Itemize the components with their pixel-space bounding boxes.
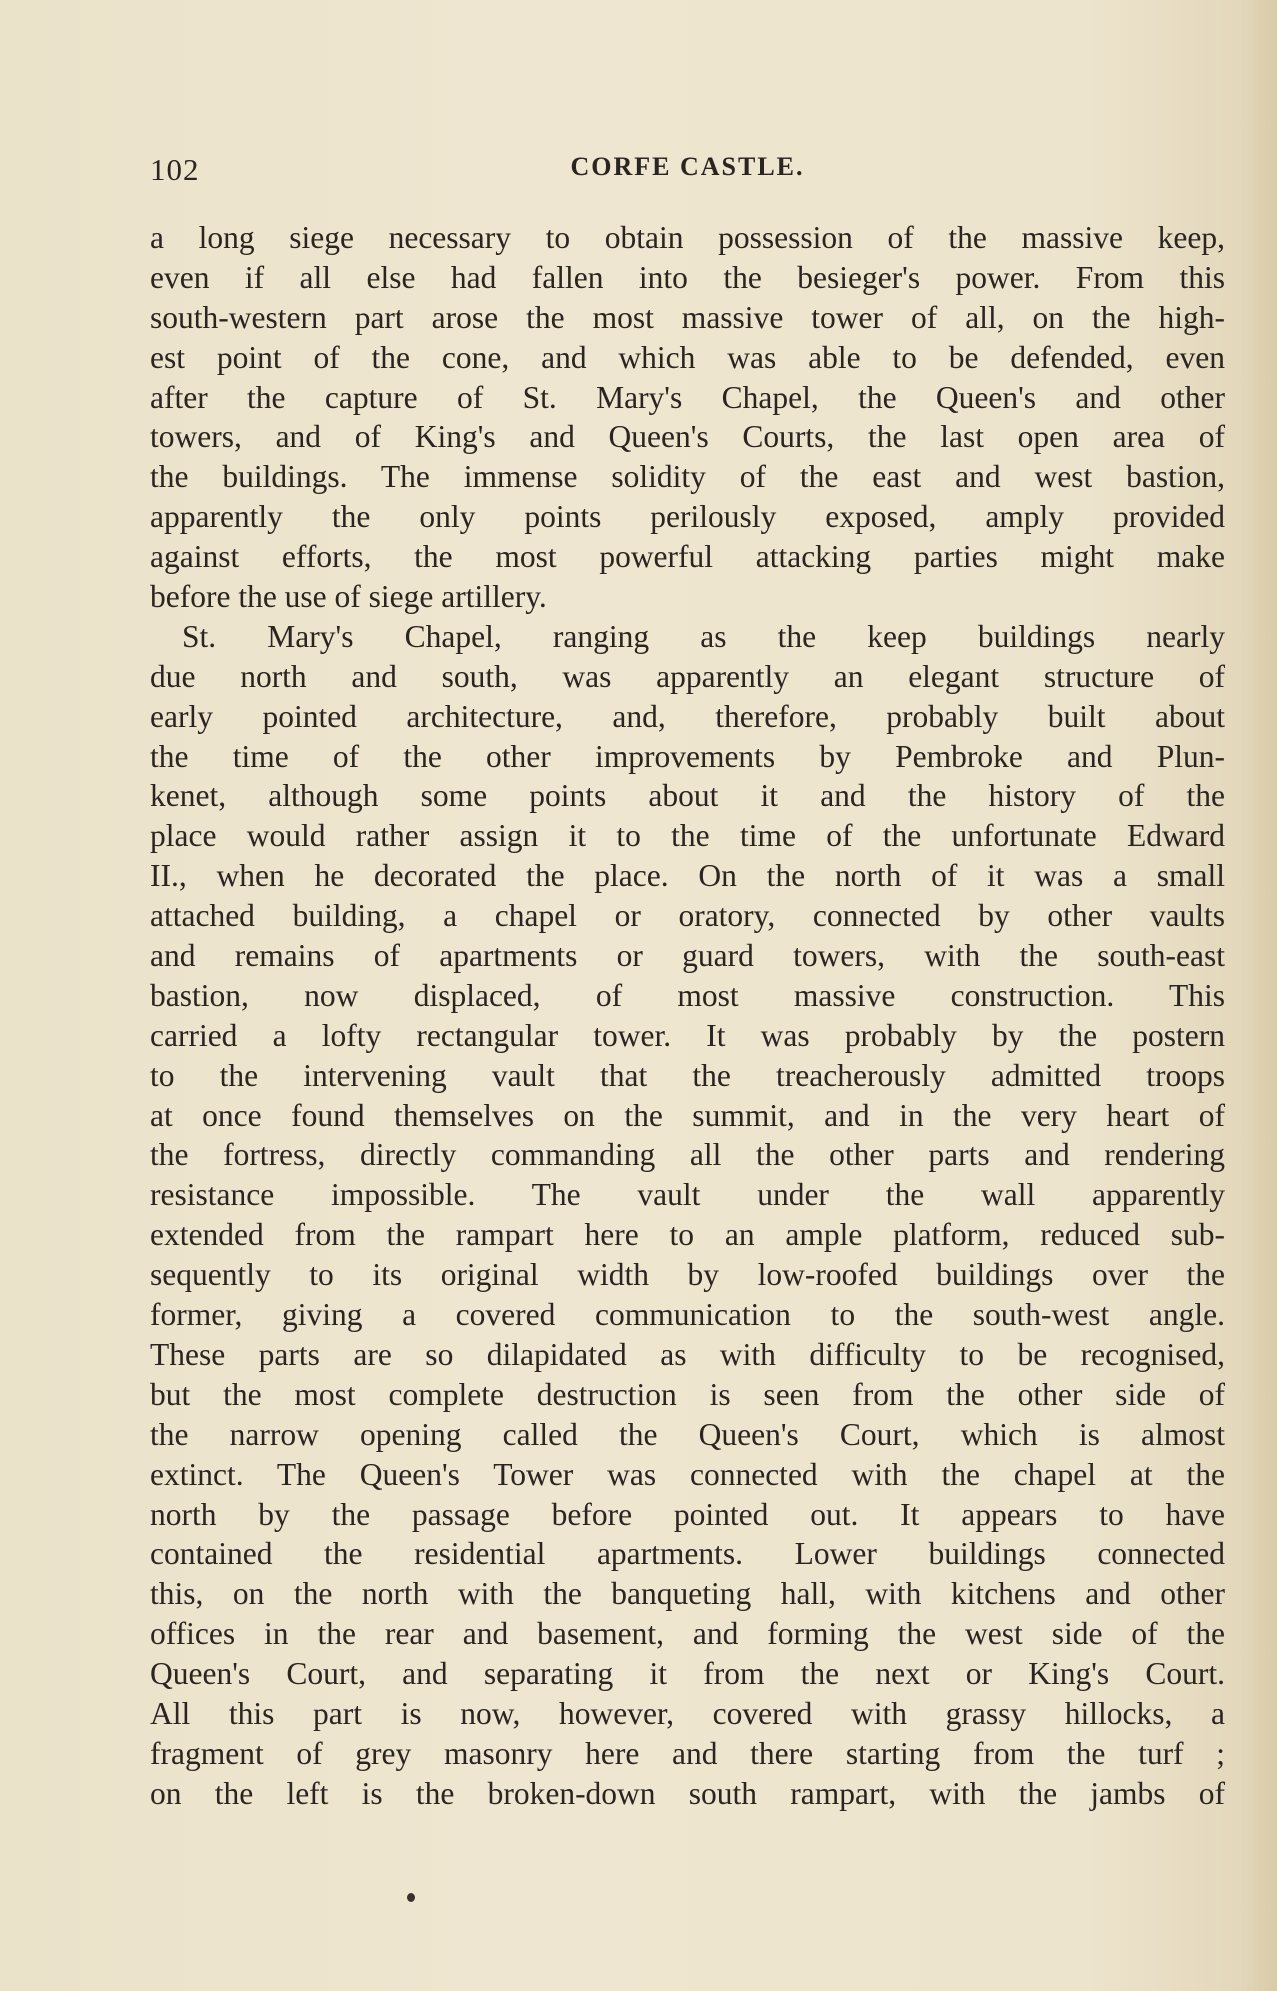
text-line: bastion, now displaced, of most massive construction. This <box>150 977 1225 1013</box>
text-line: the buildings. The immense solidity of the east and west bastion, <box>150 459 1225 495</box>
body-text <box>150 218 1225 1814</box>
text-line: the time of the other improvements by Pembroke and Plun- <box>150 738 1225 774</box>
page-header <box>150 152 1225 192</box>
text-line: but the most complete destruction is seen from the other side of <box>150 1376 1225 1412</box>
text-line: south-western part arose the most massive tower of all, on the high- <box>150 299 1225 335</box>
text-line: offices in the rear and basement, and forming the west side of the <box>150 1616 1225 1652</box>
text-line: apparently the only points perilously exposed, amply provided <box>150 499 1225 535</box>
text-line: due north and south, was apparently an elegant structure of <box>150 658 1225 694</box>
page-number: 102 <box>150 152 200 187</box>
text-line: and remains of apartments or guard towers, with the south-east <box>150 938 1225 974</box>
text-line: These parts are so dilapidated as with difficulty to be recognised, <box>150 1336 1225 1372</box>
text-line: carried a lofty rectangular tower. It was probably by the postern <box>150 1017 1225 1053</box>
text-line: fragment of grey masonry here and there starting from the turf ; <box>150 1735 1225 1771</box>
text-line: against efforts, the most powerful attacking parties might make <box>150 539 1225 575</box>
text-line: the fortress, directly commanding all the other parts and rendering <box>150 1137 1225 1173</box>
text-line: extinct. The Queen's Tower was connected with the chapel at the <box>150 1456 1225 1492</box>
text-line: the narrow opening called the Queen's Court, which is almost <box>150 1416 1225 1452</box>
running-title: CORFE CASTLE. <box>570 152 805 181</box>
text-line: est point of the cone, and which was able to be defended, even <box>150 339 1225 375</box>
text-line: sequently to its original width by low-roofed buildings over the <box>150 1257 1225 1293</box>
text-line: Queen's Court, and separating it from the next or King's Court. <box>150 1656 1225 1692</box>
paragraph-end-line: before the use of siege artillery. <box>150 579 547 615</box>
text-line: resistance impossible. The vault under the wall apparently <box>150 1177 1225 1213</box>
text-line: on the left is the broken-down south rampart, with the jambs of <box>150 1775 1225 1811</box>
text-line: to the intervening vault that the treacherously admitted troops <box>150 1057 1225 1093</box>
text-line: early pointed architecture, and, therefore, probably built about <box>150 698 1225 734</box>
text-line: II., when he decorated the place. On the north of it was a small <box>150 858 1225 894</box>
text-line: this, on the north with the banqueting hall, with kitchens and other <box>150 1576 1225 1612</box>
text-line: towers, and of King's and Queen's Courts, the last open area of <box>150 419 1225 455</box>
text-line: former, giving a covered communication to the south-west angle. <box>150 1297 1225 1333</box>
text-line: even if all else had fallen into the besieger's power. From this <box>150 259 1225 295</box>
text-line: after the capture of St. Mary's Chapel, the Queen's and other <box>150 379 1225 415</box>
text-line: attached building, a chapel or oratory, connected by other vaults <box>150 898 1225 934</box>
text-line: kenet, although some points about it and the history of the <box>150 778 1225 814</box>
text-line: extended from the rampart here to an ample platform, reduced sub- <box>150 1217 1225 1253</box>
paragraph-start-line: St. Mary's Chapel, ranging as the keep buildings nearly <box>182 618 1225 654</box>
text-line: All this part is now, however, covered with grassy hillocks, a <box>150 1695 1225 1731</box>
text-line: a long siege necessary to obtain possession of the massive keep, <box>150 220 1225 255</box>
text-line: place would rather assign it to the time of the unfortunate Edward <box>150 818 1225 854</box>
ink-dot-mark <box>407 1893 415 1902</box>
text-line: at once found themselves on the summit, and in the very heart of <box>150 1097 1225 1133</box>
text-line: north by the passage before pointed out. It appears to have <box>150 1496 1225 1532</box>
text-line: contained the residential apartments. Lower buildings connected <box>150 1536 1225 1572</box>
